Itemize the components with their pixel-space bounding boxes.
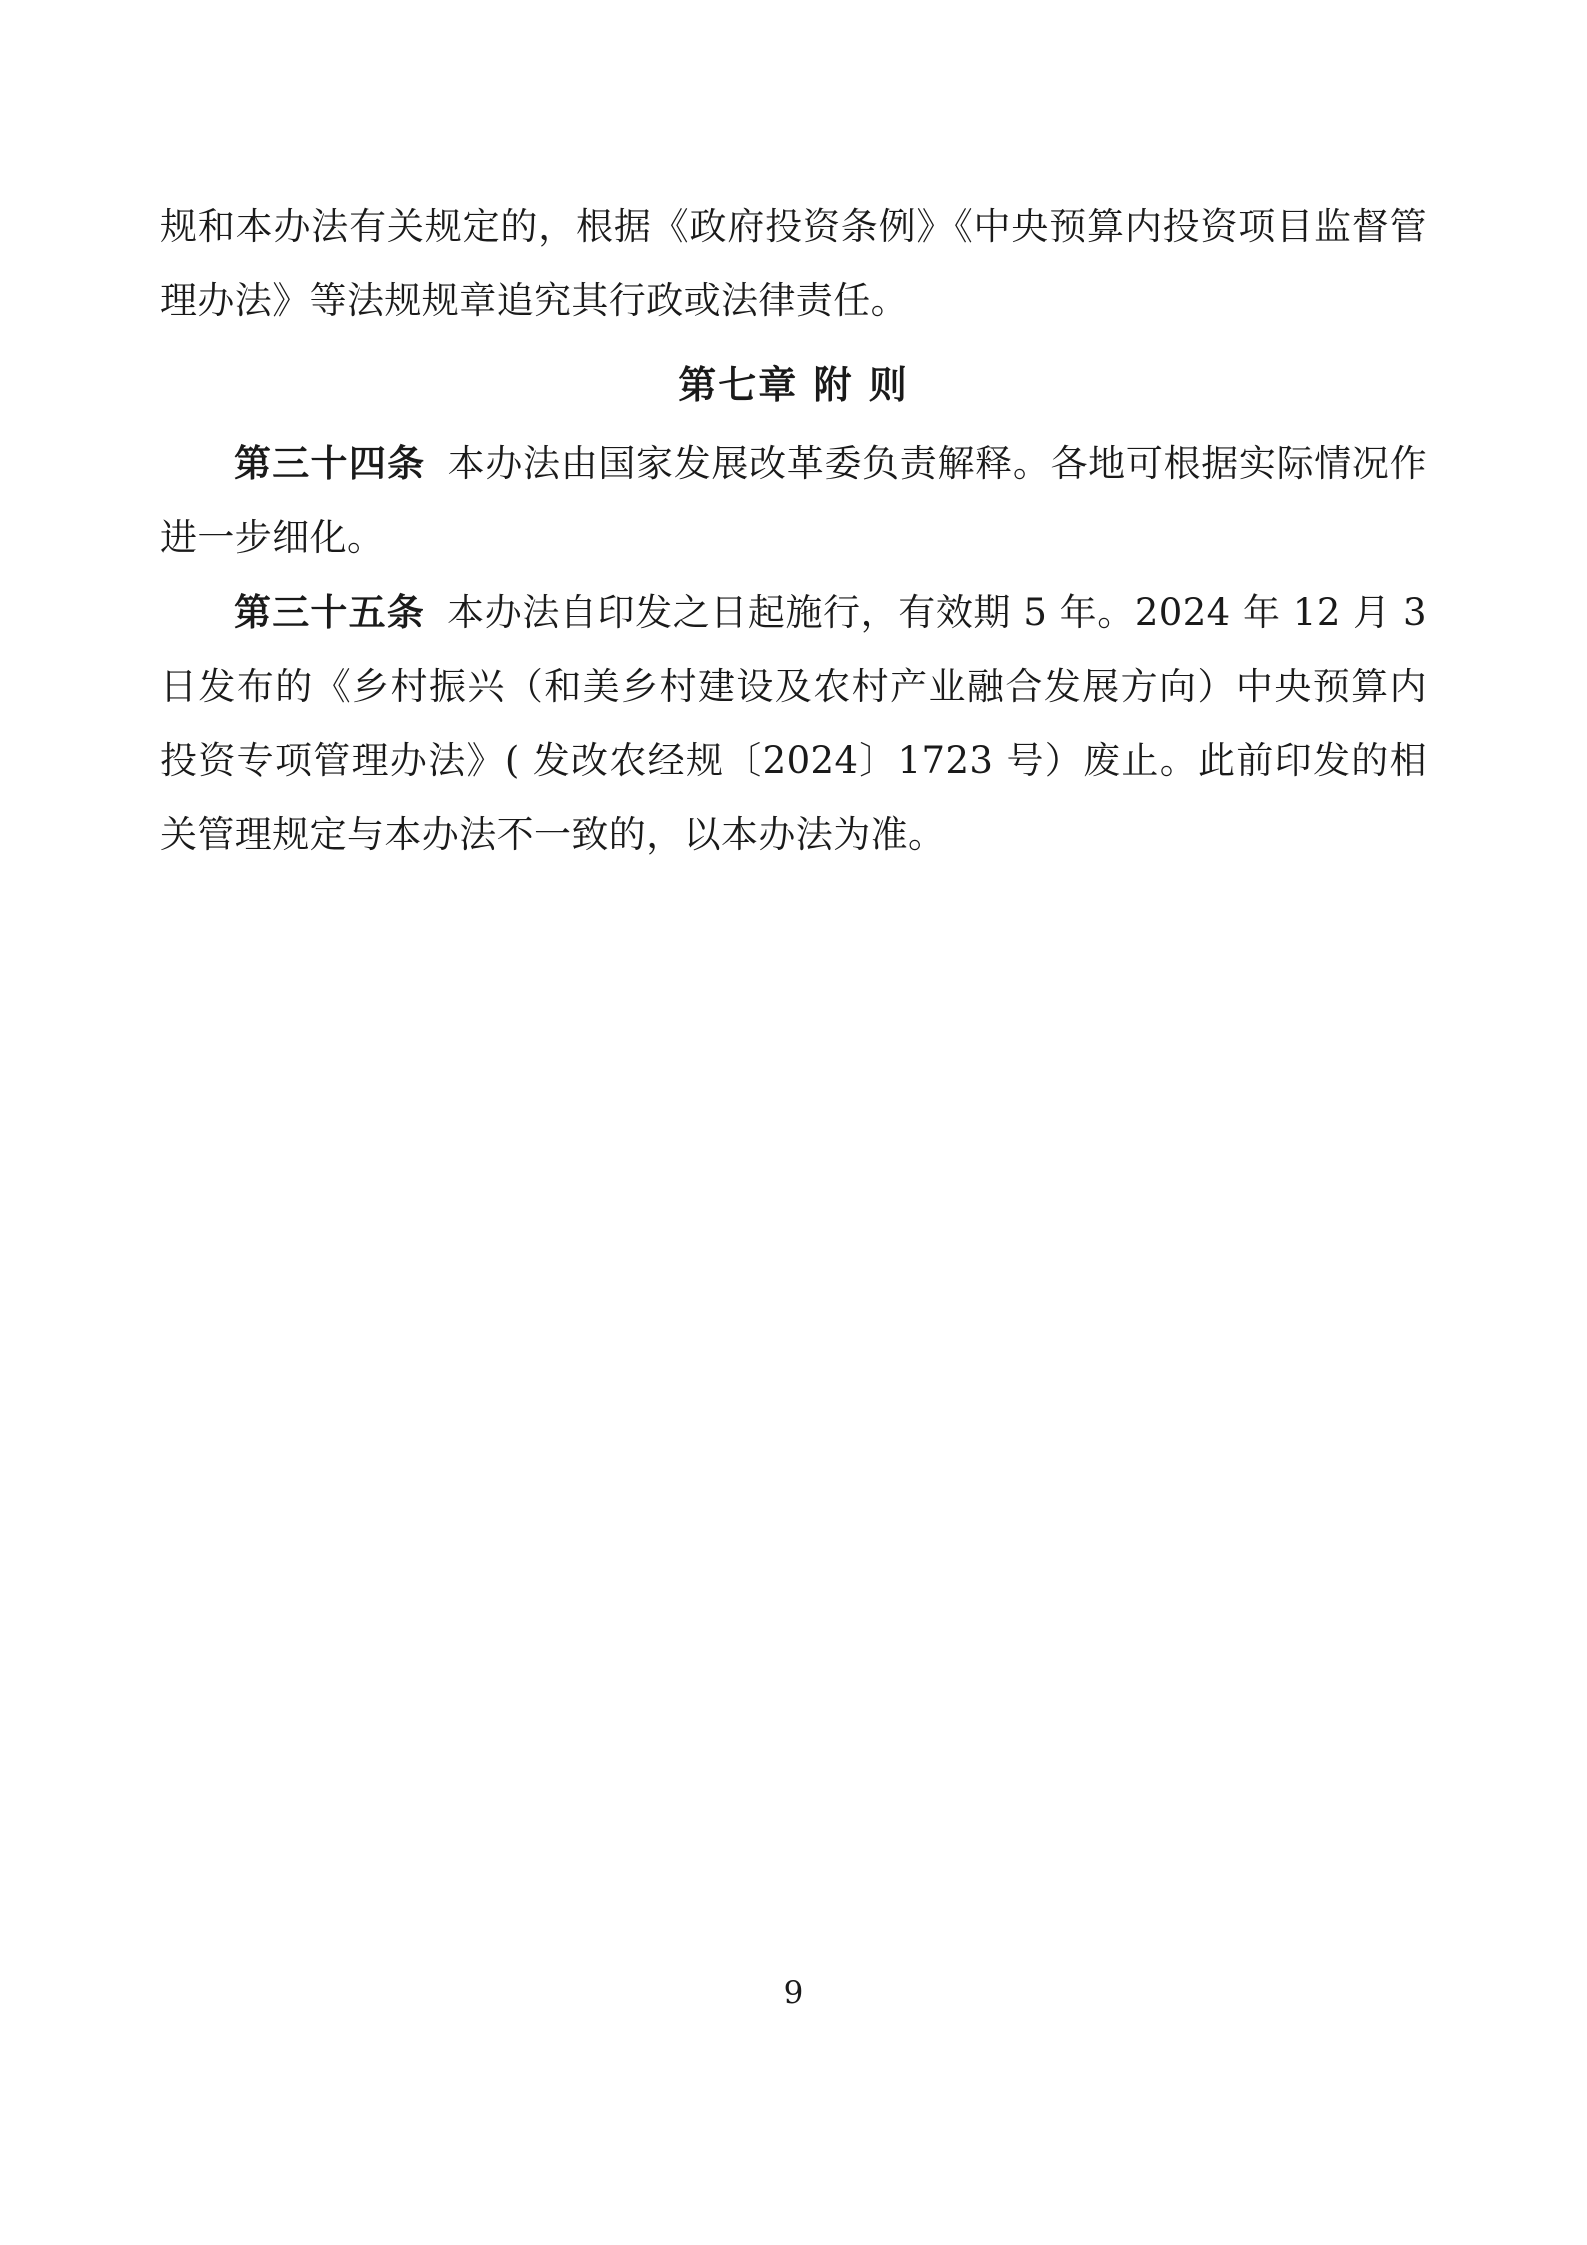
article-35-label: 第三十五条 <box>234 590 425 634</box>
page-number: 9 <box>783 1975 804 2011</box>
chapter-heading: 第七章 附 则 <box>678 362 909 407</box>
article-35 <box>160 575 1427 872</box>
article-35-text: 本办法自印发之日起施行，有效期 5 年。2024 年 12 月 3 日发布的《乡村振兴（和美乡村建设及农村产业融合发展方向）中央预算内投资专项管理办法》( 发改农经规〔2024〕1723 号）废止。此前印发的相关管理规定与本办法不一致的，以本办法为准。 <box>160 591 1427 856</box>
article-34 <box>160 426 1427 575</box>
article-34-text: 本办法由国家发展改革委负责解释。各地可根据实际情况作进一步细化。 <box>160 442 1427 559</box>
paragraph-continued: 规和本办法有关规定的，根据《政府投资条例》《中央预算内投资项目监督管理办法》等法规规章追究其行政或法律责任。 <box>160 205 1427 322</box>
document-body <box>160 190 1427 872</box>
article-34-label: 第三十四条 <box>234 441 426 485</box>
